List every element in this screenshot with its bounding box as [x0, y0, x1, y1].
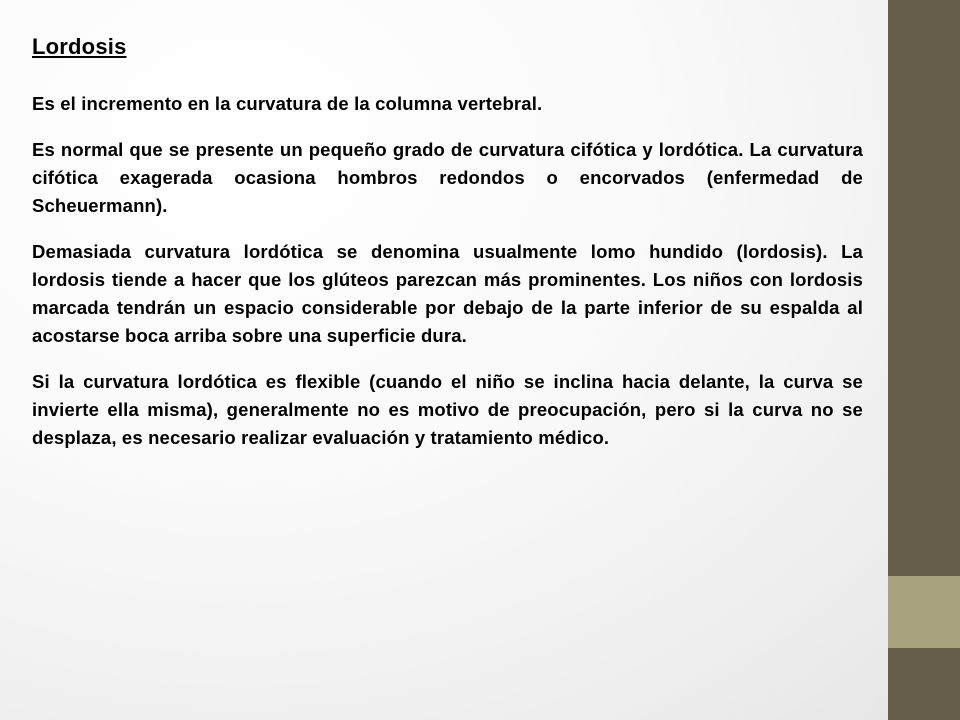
slide-title: Lordosis [32, 34, 127, 59]
paragraph-normal-curvature: Es normal que se presente un pequeño grado de curvatura cifótica y lordótica. La curvatura cifótica exagerada ocasiona hombros redondos o encorvados (enfermedad de Scheuermann). [32, 139, 863, 216]
paragraph-definition: Es el incremento en la curvatura de la columna vertebral. [32, 93, 543, 114]
slide-content [32, 32, 863, 470]
paragraph-excess-lordosis: Demasiada curvatura lordótica se denomina usualmente lomo hundido (lordosis). La lordosis tiende a hacer que los glúteos parezcan más prominentes. Los niños con lordosis marcada tendrán un espacio considerable por debajo de la parte inferior de su espalda al acostarse boca arriba sobre una superficie dura. [32, 241, 863, 346]
sidebar-accent-block [888, 576, 960, 648]
paragraph-flexible-lordosis: Si la curvatura lordótica es flexible (cuando el niño se inclina hacia delante, la curva se invierte ella misma), generalmente no es motivo de preocupación, pero si la curva no se desplaza, es necesario realizar evaluación y tratamiento médico. [32, 371, 863, 448]
